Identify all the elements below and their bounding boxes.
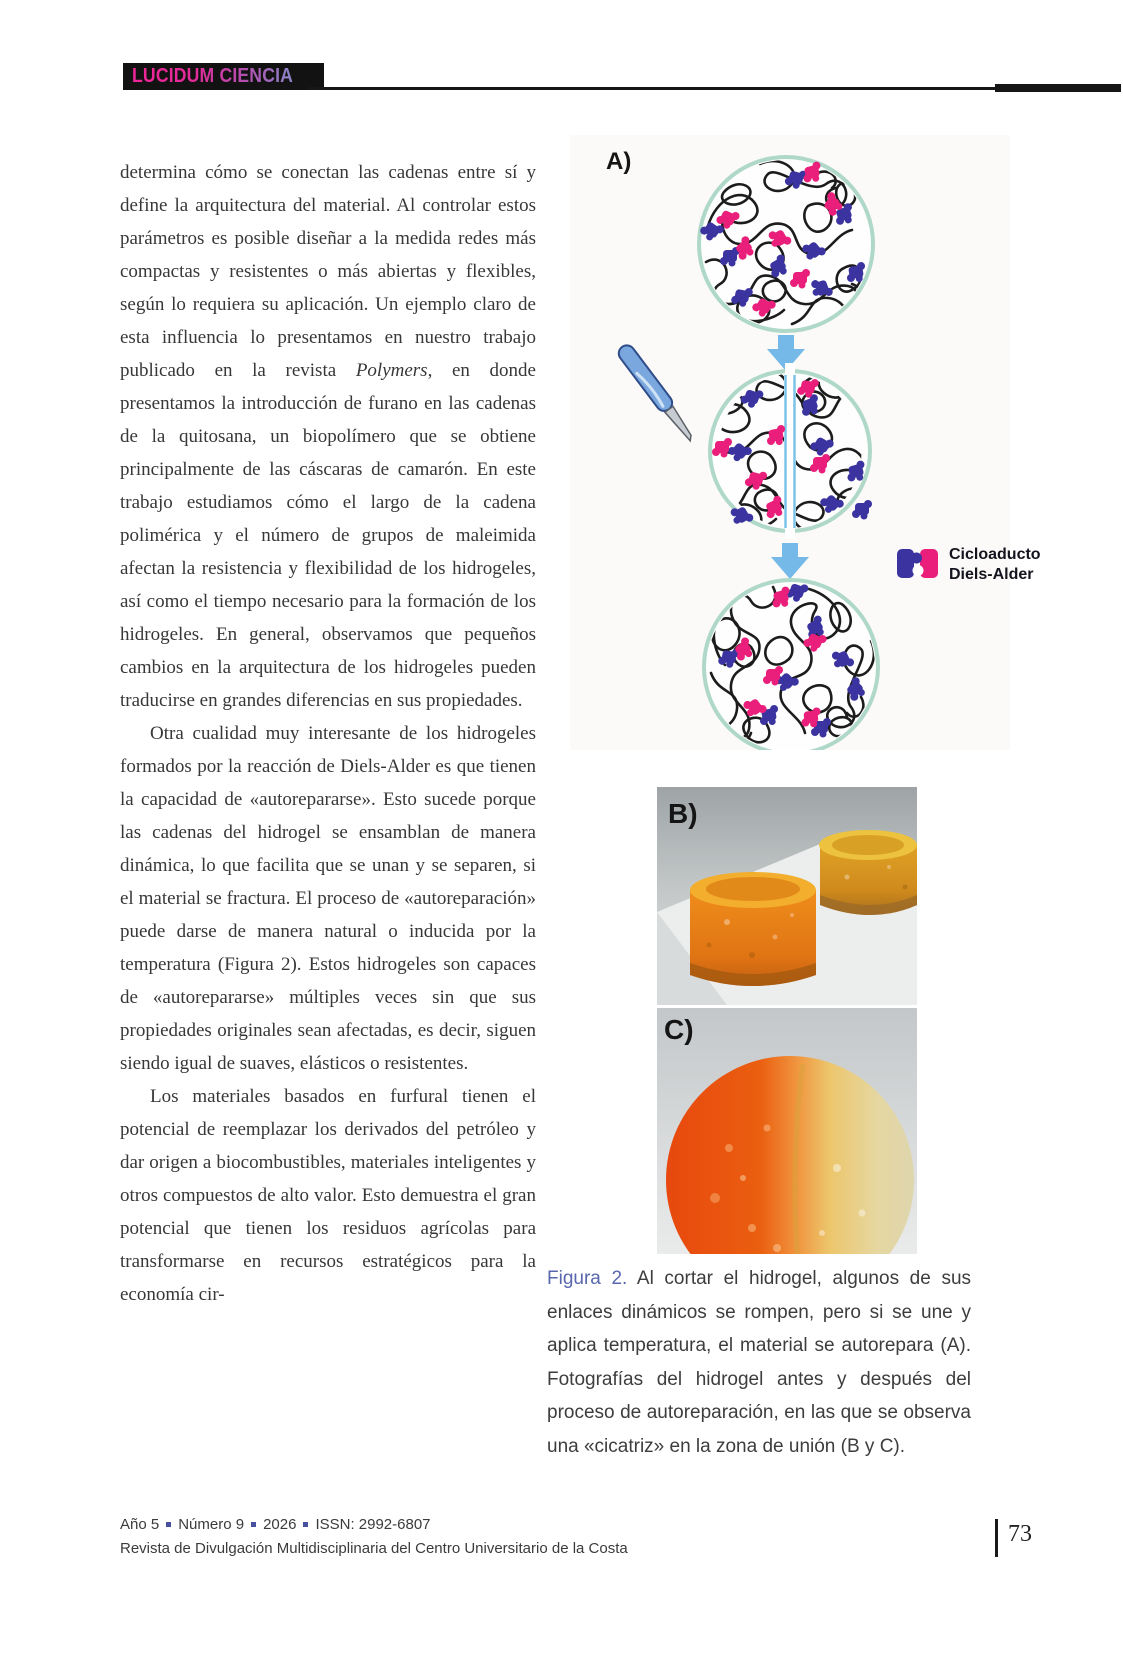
figure-c-label: C): [664, 1014, 694, 1045]
legend-label: [949, 545, 1041, 585]
header-rule-thin: [308, 87, 996, 90]
magazine-logo: [123, 63, 324, 90]
paragraph-2: Otra cualidad muy interesante de los hidrogeles formados por la reacción de Diels-Alder es que tienen la capacidad de «autorepararse». Esto sucede porque las cadenas del hidrogel se ensamblan de manera dinámica, lo que facilita que se unan y se separen, si el material se fractura. El proceso de «autoreparación» puede darse de manera natural o inducida por la temperatura (Figura 2). Estos hidrogeles son capaces de «autorepararse» múltiples veces sin que sus propiedades originales sean afectadas, es decir, siguen siendo igual de suaves, elásticos o resistentes.: [120, 723, 536, 1074]
square-bullet-icon: [303, 1522, 308, 1527]
paragraph-1: [120, 156, 536, 717]
hydrogel-intact-circle: [698, 157, 873, 331]
legend-line-1: Cicloaducto: [949, 546, 1041, 563]
article-body-column: [120, 156, 536, 1311]
paragraph-1-text: determina cómo se conectan las cadenas entre sí y define la arquitectura del material. Al controlar estos parámetros es posible diseñar a la medida redes más compactas y resistentes o más abiertas y flexibles, según lo requiera su aplicación. Un ejemplo claro de esta influencia lo presentamos en nuestro trabajo publicado en la revista: [120, 162, 536, 381]
figure-caption-text: Al cortar el hidrogel, algunos de sus enlaces dinámicos se rompen, pero si se une y aplica temperatura, el material se autorepara (A). Fotografías del hidrogel antes y después del proceso de autoreparación, en las que se observa una «cicatriz» en la zona de unión (B y C).: [547, 1268, 972, 1457]
footer-issn: ISSN: 2992-6807: [315, 1516, 431, 1533]
footer-year-label: Año 5: [120, 1516, 160, 1533]
footer-year: 2026: [263, 1516, 297, 1533]
cycloadduct-icon: [896, 545, 942, 583]
footer-issue-info: [120, 1516, 431, 1533]
magazine-logo-text: LUCIDUM CIENCIA: [132, 65, 294, 87]
figure-caption-label: Figura 2.: [547, 1268, 628, 1289]
figure-b-label: B): [668, 798, 698, 829]
figure-a-label: A): [606, 148, 632, 175]
footer-journal-name: Revista de Divulgación Multidisciplinaria del Centro Universitario de la Costa: [120, 1540, 628, 1557]
hydrogel-cylinder-back: [819, 830, 917, 915]
hydrogel-cylinder-front: [690, 872, 816, 986]
photo-c-hydrogel-disc: [657, 1008, 917, 1254]
footer-issue-label: Número 9: [178, 1516, 245, 1533]
figure-legend: [896, 545, 1041, 585]
page-number: 73: [1008, 1521, 1032, 1547]
legend-line-2: Diels-Alder: [949, 566, 1034, 583]
figure-caption: [547, 1262, 971, 1463]
paragraph-3: Los materiales basados en furfural tienen el potencial de reemplazar los derivados del petróleo y dar origen a biocombustibles, materiales inteligentes y otros compuestos de alto valor. Esto demuestra el gran potencial que tienen los residuos agrícolas para transformarse en recursos estratégicos para la economía cir-: [120, 1086, 536, 1305]
journal-name-italic: Polymers: [355, 360, 428, 381]
square-bullet-icon: [251, 1522, 256, 1527]
figure-a-selfhealing-diagram: [570, 135, 1010, 750]
square-bullet-icon: [166, 1522, 171, 1527]
hydrogel-healed-circle: [704, 579, 878, 750]
paragraph-1-text-cont: , en donde presentamos la introducción de furano en las cadenas de la quitosana, un biopolímero que se obtiene principalmente de las cáscaras de camarón. En este trabajo estudiamos cómo el largo de la cadena polimérica y el número de grupos de maleimida afectan la resistencia y flexibilidad de los hidrogeles, así como el tiempo necesario para la formación de los hidrogeles. En general, observamos que pequeños cambios en la arquitectura de los hidrogeles pueden traducirse en grandes diferencias en sus propiedades.: [120, 360, 536, 711]
header-rule-thick: [995, 84, 1121, 92]
page-number-bar: [995, 1519, 998, 1557]
